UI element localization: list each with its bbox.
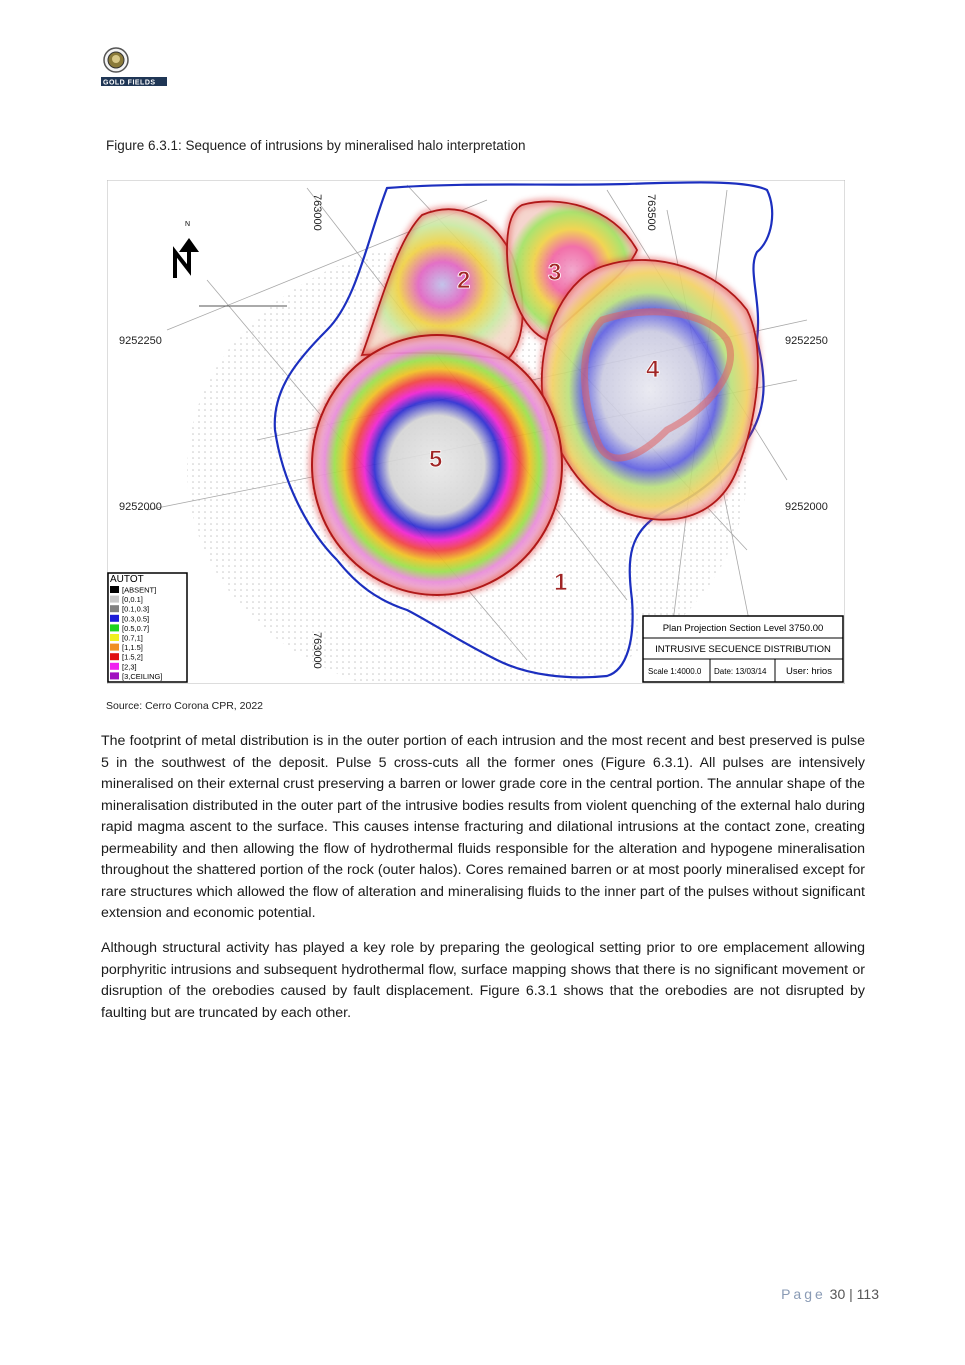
legend-label: [0.3,0.5] bbox=[122, 614, 150, 624]
intrusion-map-figure bbox=[107, 180, 845, 684]
legend-label: [0.1,0.3] bbox=[122, 604, 150, 614]
legend-swatch bbox=[110, 653, 119, 660]
legend-swatch bbox=[110, 663, 119, 670]
titlebox-date: Date: 13/03/14 bbox=[714, 667, 767, 676]
titlebox-line2: INTRUSIVE SECUENCE DISTRIBUTION bbox=[655, 644, 831, 655]
legend-label: [1,1.5] bbox=[122, 643, 143, 653]
coord-x-bottom: 763000 bbox=[311, 632, 323, 669]
legend-swatch bbox=[110, 605, 119, 612]
legend-swatch bbox=[110, 672, 119, 679]
legend-label: [1.5,2] bbox=[122, 652, 143, 662]
logo-text: GOLD FIELDS bbox=[103, 79, 156, 87]
coord-y-upper-right: 9252250 bbox=[785, 335, 828, 347]
coord-x-top-left: 763000 bbox=[311, 194, 323, 231]
titlebox-user: User: hrios bbox=[786, 666, 832, 677]
page-number: 30 bbox=[829, 1286, 846, 1302]
legend-label: [0.5,0.7] bbox=[122, 623, 150, 633]
titlebox-scale: Scale 1:4000.0 bbox=[648, 667, 702, 676]
legend-label: [0.7,1] bbox=[122, 633, 143, 643]
gold-fields-logo bbox=[101, 46, 167, 88]
pulse-label-5: 5 bbox=[429, 446, 443, 473]
legend-swatch bbox=[110, 586, 119, 593]
page-word: Page bbox=[781, 1286, 826, 1302]
coord-y-lower-right: 9252000 bbox=[785, 501, 828, 513]
page-total: 113 bbox=[856, 1286, 879, 1302]
north-label: N bbox=[185, 221, 191, 228]
titlebox-line1: Plan Projection Section Level 3750.00 bbox=[662, 623, 824, 634]
coord-x-top-right: 763500 bbox=[645, 194, 657, 231]
legend-title: AUTOT bbox=[110, 574, 144, 585]
legend-swatch bbox=[110, 615, 119, 622]
legend-swatch bbox=[110, 624, 119, 631]
coord-y-lower-left: 9252000 bbox=[119, 501, 162, 513]
paragraph-1: The footprint of metal distribution is in the outer portion of each intrusion and the most recent and best preserved is pulse 5 in the southwest of the deposit. Pulse 5 cross-cuts all the former ones (Figure 6.3.1). All pulses are intensively mineralised on their external crust preserving a barren or lower grade core in the central portion. The annular shape of the mineralisation distributed in the outer part of the intrusive bodies results from violent quenching of the external halo during rapid magma ascent to the surface. This causes intense fracturing and dilational intrusions at the contact zone, creating permeability and then allowing the flow of hydrothermal fluids responsible for the alteration and hypogene mineralisation throughout the shattered portion of the rock (outer halos). Cores remained barren or at most poorly mineralised except for rare structures which allowed the flow of alteration and mineralising fluids to the inner part of the pulses without significant extension and economic potential. bbox=[101, 733, 865, 921]
figure-source: Source: Cerro Corona CPR, 2022 bbox=[106, 700, 263, 712]
legend-label: [2,3] bbox=[122, 662, 137, 672]
pulse-label-1: 1 bbox=[554, 569, 568, 596]
legend-swatch bbox=[110, 644, 119, 651]
paragraph-2: Although structural activity has played a key role by preparing the geological setting prior to ore emplacement allowing porphyritic intrusions and subsequent hydrothermal flow, surface mapping shows that there is no significant movement or disruption of the orebodies caused by fault displacement. Figure 6.3.1 shows that the orebodies are not disrupted by faulting but are truncated by each other. bbox=[101, 940, 865, 1021]
coord-y-upper-left: 9252250 bbox=[119, 335, 162, 347]
legend-label: [0,0.1] bbox=[122, 595, 143, 605]
figure-caption: Figure 6.3.1: Sequence of intrusions by mineralised halo interpretation bbox=[106, 138, 526, 153]
pulse-label-2: 2 bbox=[457, 267, 471, 294]
pulse-label-3: 3 bbox=[548, 259, 562, 286]
grade-legend bbox=[108, 573, 187, 682]
page-footer: Page 30 | 113 bbox=[781, 1286, 879, 1302]
legend-swatch bbox=[110, 634, 119, 641]
plan-title-box bbox=[643, 616, 843, 682]
legend-swatch bbox=[110, 596, 119, 603]
legend-label: [3,CEILING] bbox=[122, 671, 163, 681]
legend-label: [ABSENT] bbox=[122, 585, 157, 595]
pulse-label-4: 4 bbox=[646, 356, 660, 383]
